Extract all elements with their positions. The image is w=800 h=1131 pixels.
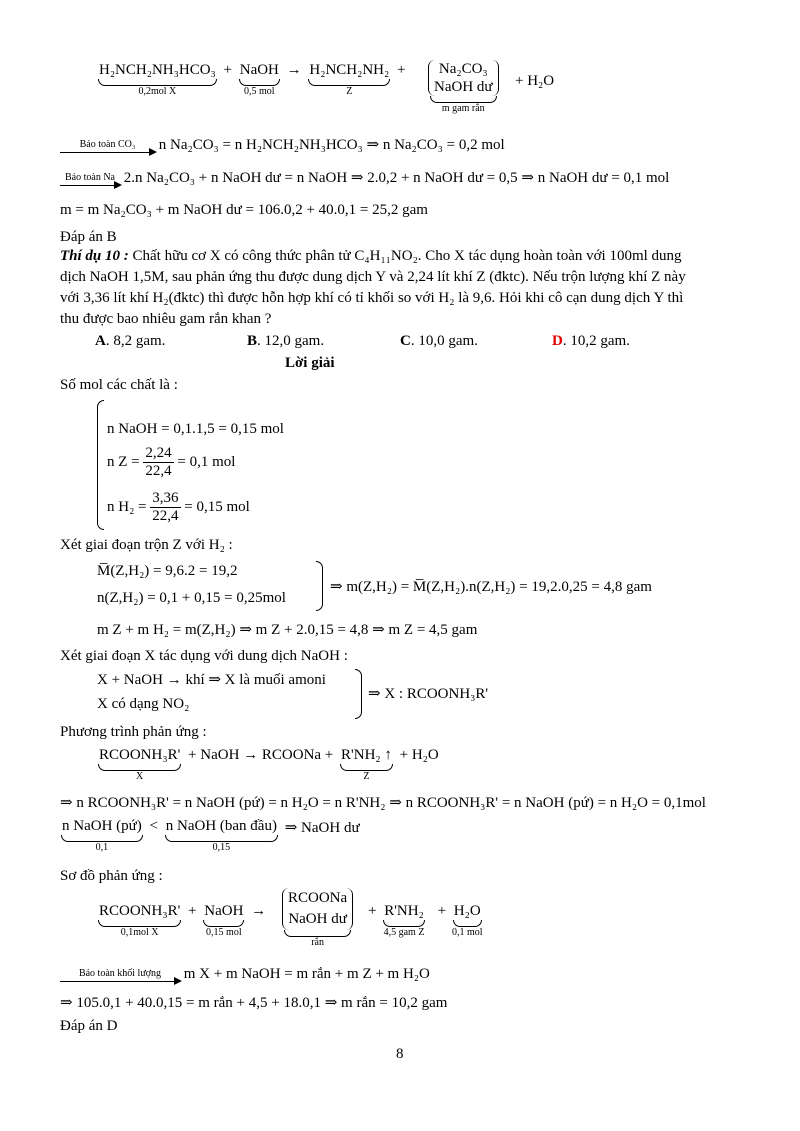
conservation-arrow: Bảo toàn CO₃ xyxy=(60,139,155,153)
problem-line-2: dịch NaOH 1,5M, sau phản ứng thu được dung dịch Y và 2,24 lít khí Z (đktc). Nếu trộn lượng khí Z này xyxy=(60,269,686,285)
x-brace xyxy=(355,669,362,719)
mole-equality: ⇒ n RCOONH₃R' = n NaOH (pứ) = n H₂O = n R'NH₂ ⇒ n RCOONH₃R' = n NaOH (pứ) = n H₂O = 0,1mol xyxy=(60,795,706,811)
scheme-solid-group: RCOONa NaOH dư rắn xyxy=(282,888,353,949)
solid-box: Na₂CO₃ NaOH dư xyxy=(428,60,499,96)
mix-molar-mass: M̅(Z,H₂) = 9,6.2 = 19,2 xyxy=(97,563,238,579)
conservation-arrow: Bảo toàn Na xyxy=(60,172,120,186)
x-formula: ⇒ X : RCOONH₃R' xyxy=(368,686,489,702)
reactant-naoh: NaOH 0,15 mol xyxy=(204,903,244,938)
mix-result: ⇒ m(Z,H₂) = M̅(Z,H₂).n(Z,H₂) = 19,2.0,25 = 4,8 gam xyxy=(330,579,652,595)
solid-group-1: Na₂CO₃ NaOH dư m gam rắn xyxy=(428,60,499,115)
reaction-intro: Phương trình phản ứng : xyxy=(60,724,207,740)
conservation-arrow: Bảo toàn khối lượng xyxy=(60,968,180,982)
x-deduction-2: X có dạng NO₂ xyxy=(97,696,190,712)
choice-d: D. 10,2 gam. xyxy=(552,333,630,349)
scheme-equation: RCOONH₃R' 0,1mol X + NaOH 0,15 mol → xyxy=(99,903,267,938)
problem-line-1: Thí dụ 10 : Chất hữu cơ X có công thức phân tử C₄H₁₁NO₂. Cho X tác dụng hoàn toàn với 100ml dung xyxy=(60,248,682,264)
mix-moles: n(Z,H₂) = 0,1 + 0,15 = 0,25mol xyxy=(97,590,286,606)
mole-h2: n H₂ = $\frac{3,36}{22,4}$ = 0,15 mol xyxy=(107,490,250,524)
choice-b: B. 12,0 gam. xyxy=(247,333,325,349)
plus-sign: + xyxy=(223,62,232,78)
mole-z: n Z = $\frac{2,24}{22,4}$ = 0,1 mol xyxy=(107,445,236,479)
product-z: H₂NCH₂NH₂ Z xyxy=(309,62,390,97)
mass-calc: m = m Na₂CO₃ + m NaOH dư = 106.0,2 + 40.0,1 = 25,2 gam xyxy=(60,202,428,218)
problem-label: Thí dụ 10 : xyxy=(60,248,129,264)
product-z: R'NH₂ ↑ Z xyxy=(341,747,392,782)
reactant-x: RCOONH₃R' 0,1mol X xyxy=(99,903,181,938)
reaction-equation: RCOONH₃R' X + NaOH → RCOONa + R'NH₂ ↑ Z + H₂O xyxy=(99,747,439,782)
naoh-comparison: n NaOH (pứ) 0,1 < n NaOH (ban đầu) 0,15 ⇒ NaOH dư xyxy=(62,818,360,853)
final-calc: ⇒ 105.0,1 + 40.0,15 = m rắn + 4,5 + 18.0,1 ⇒ m rắn = 10,2 gam xyxy=(60,995,448,1011)
mix-intro: Xét giai đoạn trộn Z với H₂ : xyxy=(60,537,233,553)
answer-line: Đáp án B xyxy=(60,229,117,245)
solid-box: RCOONa NaOH dư xyxy=(282,888,353,930)
reactant-x: RCOONH₃R' X xyxy=(99,747,181,782)
scheme-intro: Sơ đồ phản ứng : xyxy=(60,868,163,884)
reactant-x: H₂NCH₂NH₃HCO₃ 0,2mol X xyxy=(99,62,216,97)
moles-intro: Số mol các chất là : xyxy=(60,377,178,393)
solution-title: Lời giải xyxy=(285,355,335,371)
product-water: H₂O 0,1 mol xyxy=(451,903,483,938)
choice-a: A. 8,2 gam. xyxy=(95,333,166,349)
scheme-products: + R'NH₂ 4,5 gam Z + H₂O 0,1 mol xyxy=(368,903,483,938)
naoh-stage-intro: Xét giai đoạn X tác dụng với dung dịch NaOH : xyxy=(60,648,348,664)
reactant-naoh: NaOH 0,5 mol xyxy=(239,62,279,97)
x-deduction-1: X + NaOH → khí ⇒ X là muối amoni xyxy=(97,672,326,688)
problem-line-3: với 3,36 lít khí H₂(đktc) thì được hỗn hợp khí có tỉ khối so với H₂ là 9,6. Hỏi khi cô cạn dung dịch Y thì xyxy=(60,290,684,306)
choice-c: C. 10,0 gam. xyxy=(400,333,478,349)
problem-line-4: thu được bao nhiêu gam rắn khan ? xyxy=(60,311,272,327)
mole-naoh: n NaOH = 0,1.1,5 = 0,15 mol xyxy=(107,421,284,437)
plus-sign: + xyxy=(397,62,406,78)
page-number: 8 xyxy=(396,1046,404,1062)
answer-line: Đáp án D xyxy=(60,1018,118,1034)
mix-brace xyxy=(316,561,323,611)
equation-1 xyxy=(95,62,405,98)
arrow: → xyxy=(286,62,302,78)
product-z: R'NH₂ 4,5 gam Z xyxy=(383,903,425,938)
mass-conservation-line: Bảo toàn khối lượng m X + m NaOH = m rắn + m Z + m H₂O xyxy=(60,966,430,983)
mass-z-calc: m Z + m H₂ = m(Z,H₂) ⇒ m Z + 2.0,15 = 4,8 ⇒ m Z = 4,5 gam xyxy=(97,622,478,638)
water-term: + H₂O xyxy=(515,73,555,89)
conservation-co3-line: Bảo toàn CO₃ n Na₂CO₃ = n H₂NCH₂NH₃HCO₃ ⇒ n Na₂CO₃ = 0,2 mol xyxy=(60,135,505,154)
moles-brace xyxy=(97,400,104,530)
conservation-na-line: Bảo toàn Na 2.n Na₂CO₃ + n NaOH dư = n NaOH ⇒ 2.0,2 + n NaOH dư = 0,5 ⇒ n NaOH dư = 0,1 mol xyxy=(60,168,669,187)
